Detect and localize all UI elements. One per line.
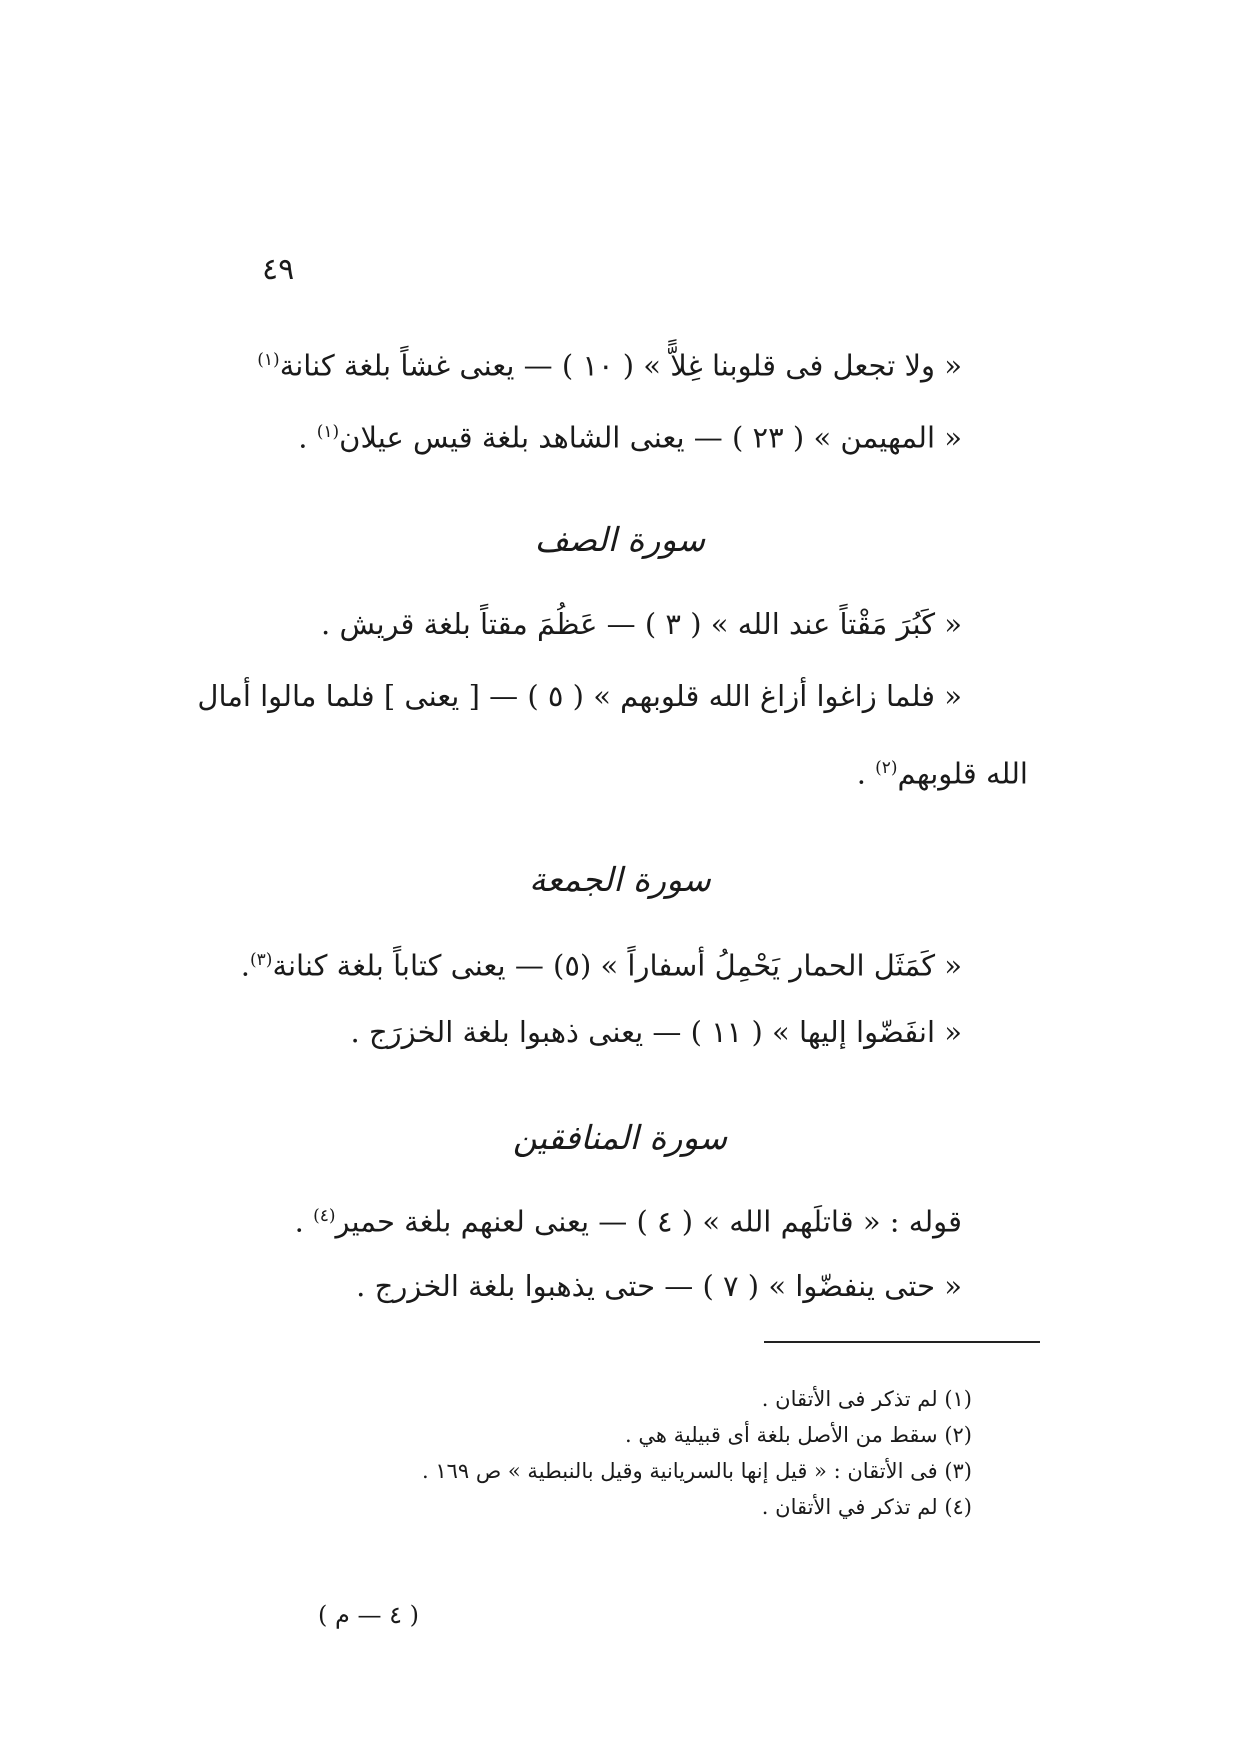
text-line	[356, 1266, 962, 1306]
text-line	[241, 940, 962, 986]
section-heading: سورة الصف	[534, 520, 706, 559]
text-line	[295, 1196, 962, 1242]
line-text: « حتى ينفضّوا » ( ٧ ) — حتى يذهبوا بلغة الخزرج .	[356, 1269, 962, 1303]
footnote-ref: (٤)	[313, 1206, 336, 1226]
line-text: « انفَضّوا إليها » ( ١١ ) — يعنى ذهبوا بلغة الخزرَج .	[350, 1015, 962, 1049]
text-line	[298, 412, 962, 458]
footnote: (٤) لم تذكر في الأتقان .	[761, 1495, 972, 1519]
footnote-ref: (١)	[316, 422, 340, 442]
line-tail: .	[294, 1204, 314, 1239]
text-line	[257, 340, 962, 386]
footnote: (٢) سقط من الأصل بلغة أى قبيلية هي .	[625, 1423, 972, 1447]
footnote-ref: (٣)	[250, 950, 273, 970]
signature-mark: ( ٤ — م )	[318, 1601, 419, 1629]
footnote: (٣) فى الأتقان : « قيل إنها بالسريانية وقيل بالنبطية » ص ١٦٩ .	[421, 1459, 972, 1483]
section-heading: سورة المنافقين	[512, 1118, 728, 1157]
footnote-ref: (٢)	[875, 758, 898, 778]
line-text: « فلما زاغوا أزاغ الله قلوبهم » ( ٥ ) — [ يعنى ] فلما مالوا أمال	[197, 679, 962, 713]
text-line	[857, 748, 1028, 794]
line-tail: .	[298, 420, 317, 455]
text-line	[197, 676, 962, 716]
line-text: « كَمَثَل الحمار يَحْمِلُ أسفاراً » (٥) — يعنى كتاباً بلغة كنانة	[272, 948, 962, 983]
line-text: « كَبُرَ مَقْتاً عند الله » ( ٣ ) — عَظُمَ مقتاً بلغة قريش .	[321, 607, 962, 641]
line-tail: .	[240, 948, 251, 983]
section-heading: سورة الجمعة	[529, 860, 711, 899]
line-text: « المهيمن » ( ٢٣ ) — يعنى الشاهد بلغة قيس عيلان	[339, 420, 962, 455]
footnote-rule	[764, 1341, 1040, 1343]
page-number: ٤٩	[262, 252, 295, 287]
line-text: الله قلوبهم	[897, 756, 1028, 791]
text-line	[351, 1012, 962, 1052]
footnote: (١) لم تذكر فى الأتقان .	[761, 1387, 972, 1411]
text-line	[321, 604, 962, 644]
footnote-ref: (١)	[257, 350, 280, 370]
line-text: قوله : « قاتلَهم الله » ( ٤ ) — يعنى لعنهم بلغة حمير	[335, 1204, 962, 1239]
line-text: « ولا تجعل فى قلوبنا غِلاًّ » ( ١٠ ) — يعنى غشاً بلغة كنانة	[279, 348, 962, 383]
line-tail: .	[856, 756, 876, 791]
